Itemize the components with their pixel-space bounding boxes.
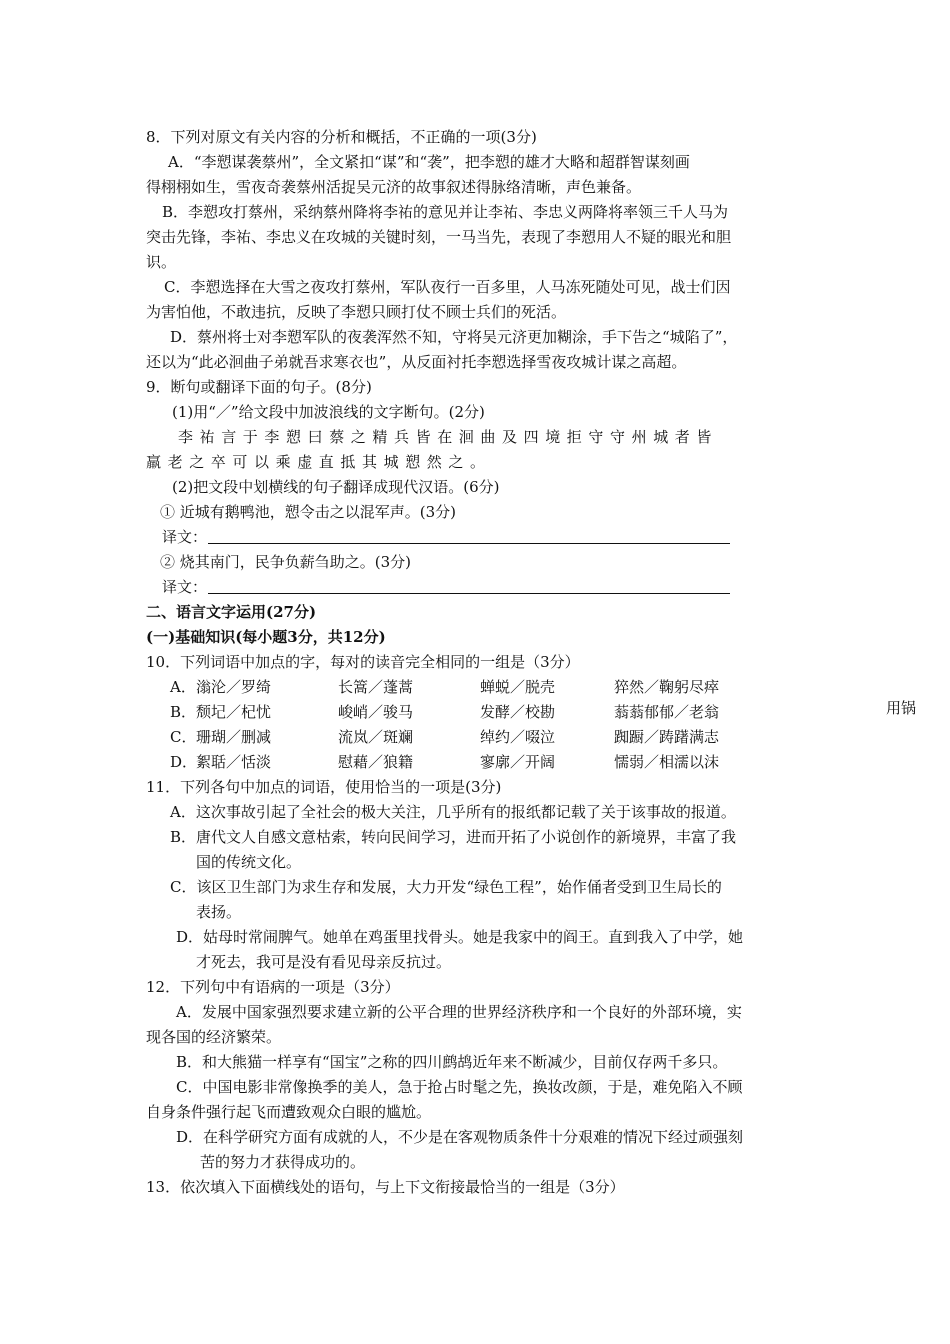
q10-word-pair: 珊瑚／删减 — [196, 728, 272, 746]
q9-translation-answer-line-2[interactable] — [208, 593, 730, 594]
q11-option-c-line1: C．该区卫生部门为求生存和发展，大力开发“绿色工程”，始作俑者受到卫生局长的 — [170, 878, 722, 896]
q10-word-pair: 滃沦／罗绮 — [196, 678, 272, 696]
q10-word-pair: 长篙／蓬蒿 — [338, 678, 414, 696]
q8-option-b-line1: B．李愬攻打蔡州，采纳蔡州降将李祐的意见并让李祐、李忠义两降将率领三千人马为 — [162, 203, 729, 221]
q8-option-a-line1: A．“李愬谋袭蔡州”，全文紧扣“谋”和“袭”，把李愬的雄才大略和超群智谋刻画 — [168, 153, 690, 171]
q9-translation-label-2: 译文： — [162, 578, 208, 596]
q12-option-c-line2: 自身条件强行起飞而遭致观众白眼的尴尬。 — [146, 1103, 432, 1121]
q9-passage-line1: 李祐言于李愬曰蔡之精兵皆在洄曲及四境拒守守州城者皆 — [178, 428, 719, 446]
q12-option-d-line1: D．在科学研究方面有成就的人，不少是在客观物质条件十分艰难的情况下经过顽强刻 — [176, 1128, 744, 1146]
q12-option-a-line2: 现各国的经济繁荣。 — [146, 1028, 282, 1046]
q10-word-pair: 蝉蜕／脱壳 — [480, 678, 556, 696]
q9-part2-instruction: (2)把文段中划横线的句子翻译成现代汉语。(6分) — [172, 478, 500, 496]
q10-word-pair: 蓊蓊郁郁／老翁 — [614, 703, 720, 721]
q10-word-pair: 猝然／鞠躬尽瘁 — [614, 678, 720, 696]
q8-option-b-line3: 识。 — [146, 253, 177, 271]
q11-stem: 11．下列各句中加点的词语，使用恰当的一项是(3分) — [146, 778, 502, 796]
q8-option-d-line1: D．蔡州将士对李愬军队的夜袭浑然不知，守将吴元济更加糊涂，手下告之“城陷了”， — [170, 328, 738, 346]
q9-sentence-1: ① 近城有鹅鸭池，愬令击之以混军声。(3分) — [160, 503, 457, 521]
q10-option-label: B． — [170, 703, 197, 721]
q10-word-pair: 颓圮／杞忧 — [196, 703, 272, 721]
q9-translation-label-1: 译文： — [162, 528, 208, 546]
q10-word-pair: 绰约／啜泣 — [480, 728, 556, 746]
q10-word-pair: 峻峭／骏马 — [338, 703, 414, 721]
q12-option-c-line1: C．中国电影非常像换季的美人，急于抢占时髦之先，换妆改颜，于是，难免陷入不顾 — [176, 1078, 743, 1096]
q13-stem: 13．依次填入下面横线处的语句，与上下文衔接最恰当的一组是（3分） — [146, 1178, 625, 1196]
q12-option-b: B．和大熊猫一样享有“国宝”之称的四川鹧鸪近年来不断减少，目前仅存两千多只。 — [176, 1053, 728, 1071]
q10-option-label: C． — [170, 728, 197, 746]
q11-option-c-line2: 表扬。 — [196, 903, 242, 921]
q10-word-pair: 踟蹰／踌躇满志 — [614, 728, 720, 746]
section2-title: 二、语言文字运用(27分) — [146, 603, 317, 621]
q10-word-pair: 发酵／校勘 — [480, 703, 556, 721]
q11-option-d-line1: D．姑母时常闹脾气。她单在鸡蛋里找骨头。她是我家中的阎王。直到我入了中学，她 — [176, 928, 744, 946]
q11-option-b-line1: B．唐代文人自感文意枯索，转向民间学习，进而开拓了小说创作的新境界，丰富了我 — [170, 828, 737, 846]
q10-word-pair: 慰藉／狼籍 — [338, 753, 414, 771]
q10-stem: 10．下列词语中加点的字，每对的读音完全相同的一组是（3分） — [146, 653, 580, 671]
section2-subtitle: (一)基础知识(每小题3分，共12分) — [146, 628, 386, 646]
q11-option-b-line2: 国的传统文化。 — [196, 853, 302, 871]
q9-stem: 9．断句或翻译下面的句子。(8分) — [146, 378, 372, 396]
q10-word-pair: 絮聒／恬淡 — [196, 753, 272, 771]
q10-word-pair: 流岚／斑斓 — [338, 728, 414, 746]
q10-option-label: D． — [170, 753, 198, 771]
q8-option-c-line2: 为害怕他，不敢违抗，反映了李愬只顾打仗不顾士兵们的死活。 — [146, 303, 567, 321]
q12-option-a-line1: A．发展中国家强烈要求建立新的公平合理的世界经济秩序和一个良好的外部环境，实 — [176, 1003, 742, 1021]
q8-option-a-line2: 得栩栩如生，雪夜奇袭蔡州活捉吴元济的故事叙述得脉络清晰，声色兼备。 — [146, 178, 642, 196]
q10-margin-note: 用锅 — [886, 699, 917, 717]
q9-part1-instruction: (1)用“／”给文段中加波浪线的文字断句。(2分) — [172, 403, 485, 421]
q8-option-d-line2: 还以为“此必洄曲子弟就吾求寒衣也”，从反面衬托李愬选择雪夜攻城计谋之高超。 — [146, 353, 687, 371]
q9-passage-line2: 羸老之卒可以乘虚直抵其城愬然之。 — [146, 453, 492, 471]
q11-option-a: A．这次事故引起了全社会的极大关注，几乎所有的报纸都记载了关于该事故的报道。 — [170, 803, 736, 821]
q10-word-pair: 懦弱／相濡以沫 — [614, 753, 720, 771]
q12-stem: 12．下列句中有语病的一项是（3分） — [146, 978, 400, 996]
q9-sentence-2: ② 烧其南门，民争负薪刍助之。(3分) — [160, 553, 412, 571]
q8-stem: 8．下列对原文有关内容的分析和概括，不正确的一项(3分) — [146, 128, 537, 146]
q12-option-d-line2: 苦的努力才获得成功的。 — [200, 1153, 366, 1171]
q8-option-b-line2: 突击先锋，李祐、李忠义在攻城的关键时刻，一马当先，表现了李愬用人不疑的眼光和胆 — [146, 228, 732, 246]
q8-option-c-line1: C．李愬选择在大雪之夜攻打蔡州，军队夜行一百多里，人马冻死随处可见，战士们因 — [164, 278, 731, 296]
q10-word-pair: 寥廓／开阔 — [480, 753, 556, 771]
q11-option-d-line2: 才死去，我可是没有看见母亲反抗过。 — [196, 953, 452, 971]
q10-option-label: A． — [170, 678, 196, 696]
q9-translation-answer-line-1[interactable] — [208, 543, 730, 544]
